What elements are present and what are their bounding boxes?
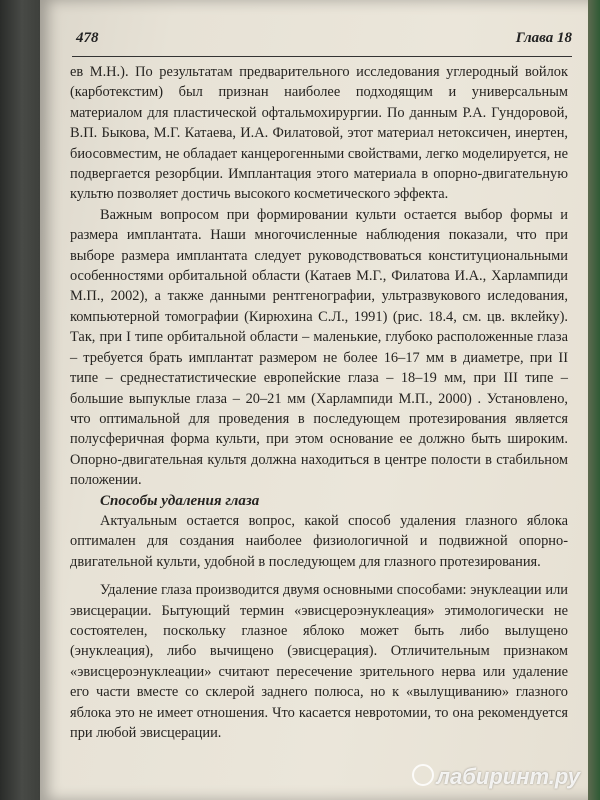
- book-cover-edge: [588, 0, 600, 800]
- paragraph-implant-material: ев М.Н.). По результатам предварительного исследования углеродный войлок (карботекстим) был признан наиболее подходящим и универсальным материалом для пластической офтальмохирургии. По данным Р.А. Гундоровой, В.П. Быкова, М.Г. Катаева, И.А. Филатовой, этот материал нетоксичен, инертен, биосовместим, не обладает канцерогенными свойствами, легко моделируется, не подвергается резорбции. Имплантация этого материала в опорно-двигательную культю позволяет достичь высокого косметического эффекта.: [70, 64, 568, 203]
- book-spine-shadow: [0, 0, 40, 800]
- paragraph-implant-size: Важным вопросом при формировании культи остается выбор формы и размера имплантата. Наши многочисленные наблюдения показали, что при выборе размера имплантата следует руководствоваться конституциональными особенностями орбитальной области (Катаев М.Г., Филатова И.А., Харлампиди М.П., 2002), а также данными рентгенографии, ультразвукового иследования, компьютерной томографии (Кирюхина С.Л., 1991) (рис. 18.4, см. цв. вклейку). Так, при I типе орбитальной области – маленькие, глубоко расположенные глаза – требуется брать имплантат размером не более 16–17 мм в диаметре, при II типе – среднестатистические европейские глаза – 18–19 мм, при III типе – большие выпуклые глаза – 20–21 мм (Харлампиди М.П., 2000) . Установлено, что оптимальной для проведения в последующем протезирования является полусферичная форма культи, при этом основание ее должно быть широким. Опорно-двигательная культя должна находиться в центре полости в стабильном положении.: [70, 206, 568, 489]
- section-heading: Способы удаления глаза: [100, 492, 260, 509]
- paragraph-removal-question: Актуальным остается вопрос, какой способ удаления глазного яблока оптимален для создания наиболее физиологичной и подвижной опорно-двигательной культи, удобной в последующем для глазного протезирования.: [70, 512, 568, 570]
- paragraph-removal-methods: Удаление глаза производится двумя основными способами: энуклеации или эвисцерации. Бытующий термин «эвисцероэнуклеация» этимологически не состоятелен, поскольку глазное яблоко может быть либо вылущено (энуклеация), либо вычищено (эвисцерация). Отличительным признаком «эвисцероэнуклеации» считают пересечение зрительного нерва или удаление его части вместе со склерой заднего полюса, но к «вылущиванию» глазного яблока это не имеет отношения. Что касается невротомии, то она рекомендуется при любой эвисцерации.: [70, 582, 568, 741]
- labirint-logo-icon: [412, 764, 434, 786]
- watermark-text: лабиринт.ру: [436, 764, 580, 789]
- header-rule: [72, 56, 572, 57]
- page-body: [70, 62, 568, 743]
- chapter-title: Глава 18: [515, 30, 572, 46]
- watermark: [412, 764, 580, 790]
- running-header: [64, 30, 572, 54]
- page-number: 478: [76, 30, 99, 46]
